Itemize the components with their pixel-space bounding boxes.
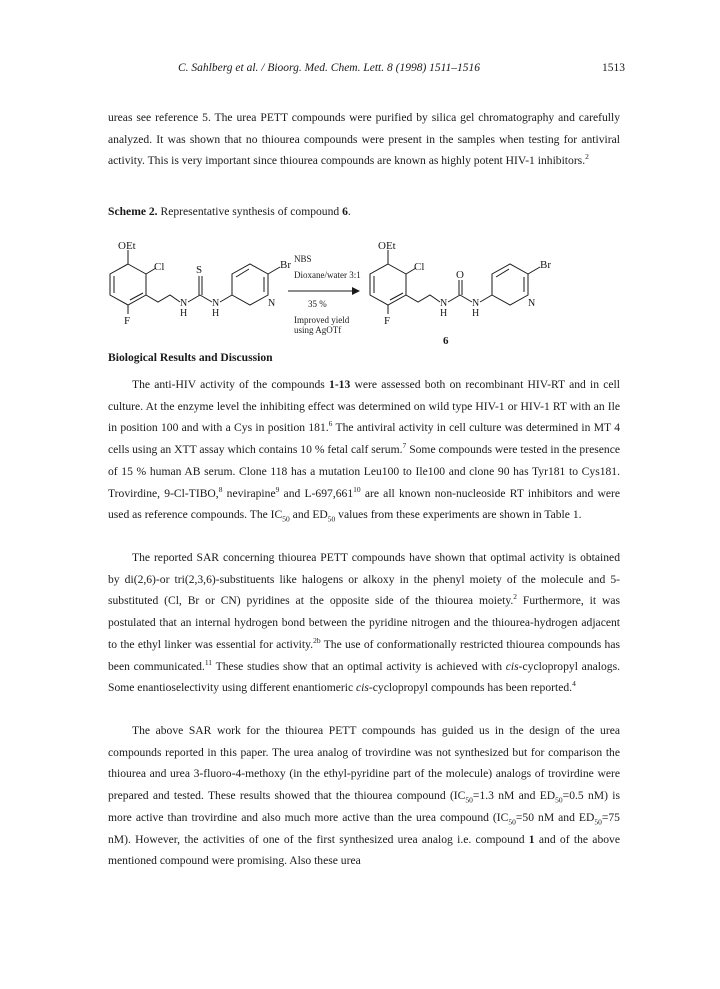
atom-n: N: [268, 298, 276, 309]
atom-n: N: [440, 298, 448, 309]
section-heading: Biological Results and Discussion: [108, 351, 273, 364]
atom-n: N: [212, 298, 220, 309]
atom-cl: Cl: [414, 261, 425, 273]
product-label: 6: [443, 335, 449, 347]
reaction-scheme: [108, 240, 628, 350]
atom-s: S: [196, 264, 203, 276]
reaction-scheme-drawing: [108, 240, 628, 350]
improved-yield-note: Improved yield: [294, 315, 350, 325]
reference-superscript: 2: [585, 152, 589, 162]
atom-oet: OEt: [118, 240, 136, 252]
atom-oet: OEt: [378, 240, 396, 252]
paragraph-biological-results: The anti-HIV activity of the compounds 1-13 were assessed both on recombinant HIV-RT and in cell culture. At the enzyme level the inhibiting effect was determined on wild type HIV-1 or HIV-1 RT with an Ile in position 100 and with a Cys in position 181.$^6$ The antiviral activity in cell culture was determined in MT 4 cells using an XTT assay which contains 10 % fetal calf serum.$^7$ Some compounds were tested in the presence of 15 % human AB serum. Clone 118 has a mutation Leu100 to Ile100 and clone 90 has Tyr181 to Cys181. Trovirdine, 9-Cl-TIBO,$^8$ nevirapine$^9$ and L-697,661$^{10}$ are all known non-nucleoside RT inhibitors and were used as reference compounds. The $IC_{50}$ and $ED_{50}$ values from these experiments are shown in Table 1.: [108, 378, 621, 524]
atom-n: N: [472, 298, 480, 309]
atom-h: H: [180, 308, 188, 319]
atom-n: N: [180, 298, 188, 309]
atom-f: F: [124, 315, 131, 327]
scheme-caption-label: Scheme 2.: [108, 205, 158, 218]
running-head: C. Sahlberg et al. / Bioorg. Med. Chem. Lett. 8 (1998) 1511–1516: [178, 62, 481, 74]
atom-h: H: [472, 308, 480, 319]
paragraph-urea-design: The above SAR work for the thiourea PETT compounds has guided us in the design of the urea compounds reported in this paper. The urea analog of trovirdine was not synthesized but for comparison the thiourea and urea 3-fluoro-4-methoxy (in the ethyl-pyridine part of the molecule) analogs of trovirdine were prepared and tested. These results showed that the thiourea compound ($IC_{50}=1.3$ nM and $ED_{50}=0.5$ nM) is more active than trovirdine and also much more active than the urea compound ($IC_{50}=50$ nM and $ED_{50}=75$ nM). However, the activities of one of the first synthesized urea analog i.e. compound 1 and of the above mentioned compound were promising. Also these urea: [108, 724, 621, 868]
scheme-caption: Scheme 2. Representative synthesis of compound 6.: [108, 205, 351, 218]
arrow-head: [352, 287, 360, 295]
agotf-note: using AgOTf: [294, 325, 342, 335]
atom-n: N: [528, 298, 536, 309]
reagent-nbs: NBS: [294, 254, 312, 264]
reagent-solvent: Dioxane/water 3:1: [294, 270, 361, 280]
product-phenyl-ring: [370, 264, 406, 305]
atom-cl: Cl: [154, 261, 165, 273]
ethyl-linker: [146, 295, 180, 302]
page-number: 1513: [602, 62, 625, 74]
atom-f: F: [384, 315, 391, 327]
phenyl-ring: [110, 264, 146, 305]
page-header: [0, 62, 720, 82]
atom-h: H: [212, 308, 220, 319]
atom-br: Br: [280, 259, 291, 271]
atom-h: H: [440, 308, 448, 319]
pyridine-ring: [232, 264, 268, 305]
paragraph-intro: ureas see reference 5. The urea PETT compounds were purified by silica gel chromatography and carefully analyzed. It was shown that no thiourea compounds were present in the samples when testing for antiviral activity. This is very important since thiourea compounds are known as highly potent HIV-1 inhibitors.$^2$: [108, 111, 620, 168]
product-pyridine-ring: [492, 264, 528, 305]
paragraph-sar: The reported SAR concerning thiourea PETT compounds have shown that optimal activity is obtained by di(2,6)-or tri(2,3,6)-substituents like halogens or alkoxy in the phenyl moiety of the molecule and 5-substituted (Cl, Br or CN) pyridines at the opposite side of the thiourea moiety.$^2$ Furthermore, it was postulated that an internal hydrogen bond between the pyridine nitrogen and the thiourea-hydrogen adjacent to the ethyl linker was essential for activity.$^{2b}$ The use of conformationally restricted thiourea compounds has been communicated.$^{11}$ These studies show that an optimal activity is achieved with cis-cyclopropyl analogs. Some enantioselectivity using different enantiomeric cis-cyclopropyl compounds has been reported.$^4$: [108, 551, 620, 695]
atom-br: Br: [540, 259, 551, 271]
reaction-yield: 35 %: [308, 299, 327, 309]
atom-o: O: [456, 269, 464, 281]
